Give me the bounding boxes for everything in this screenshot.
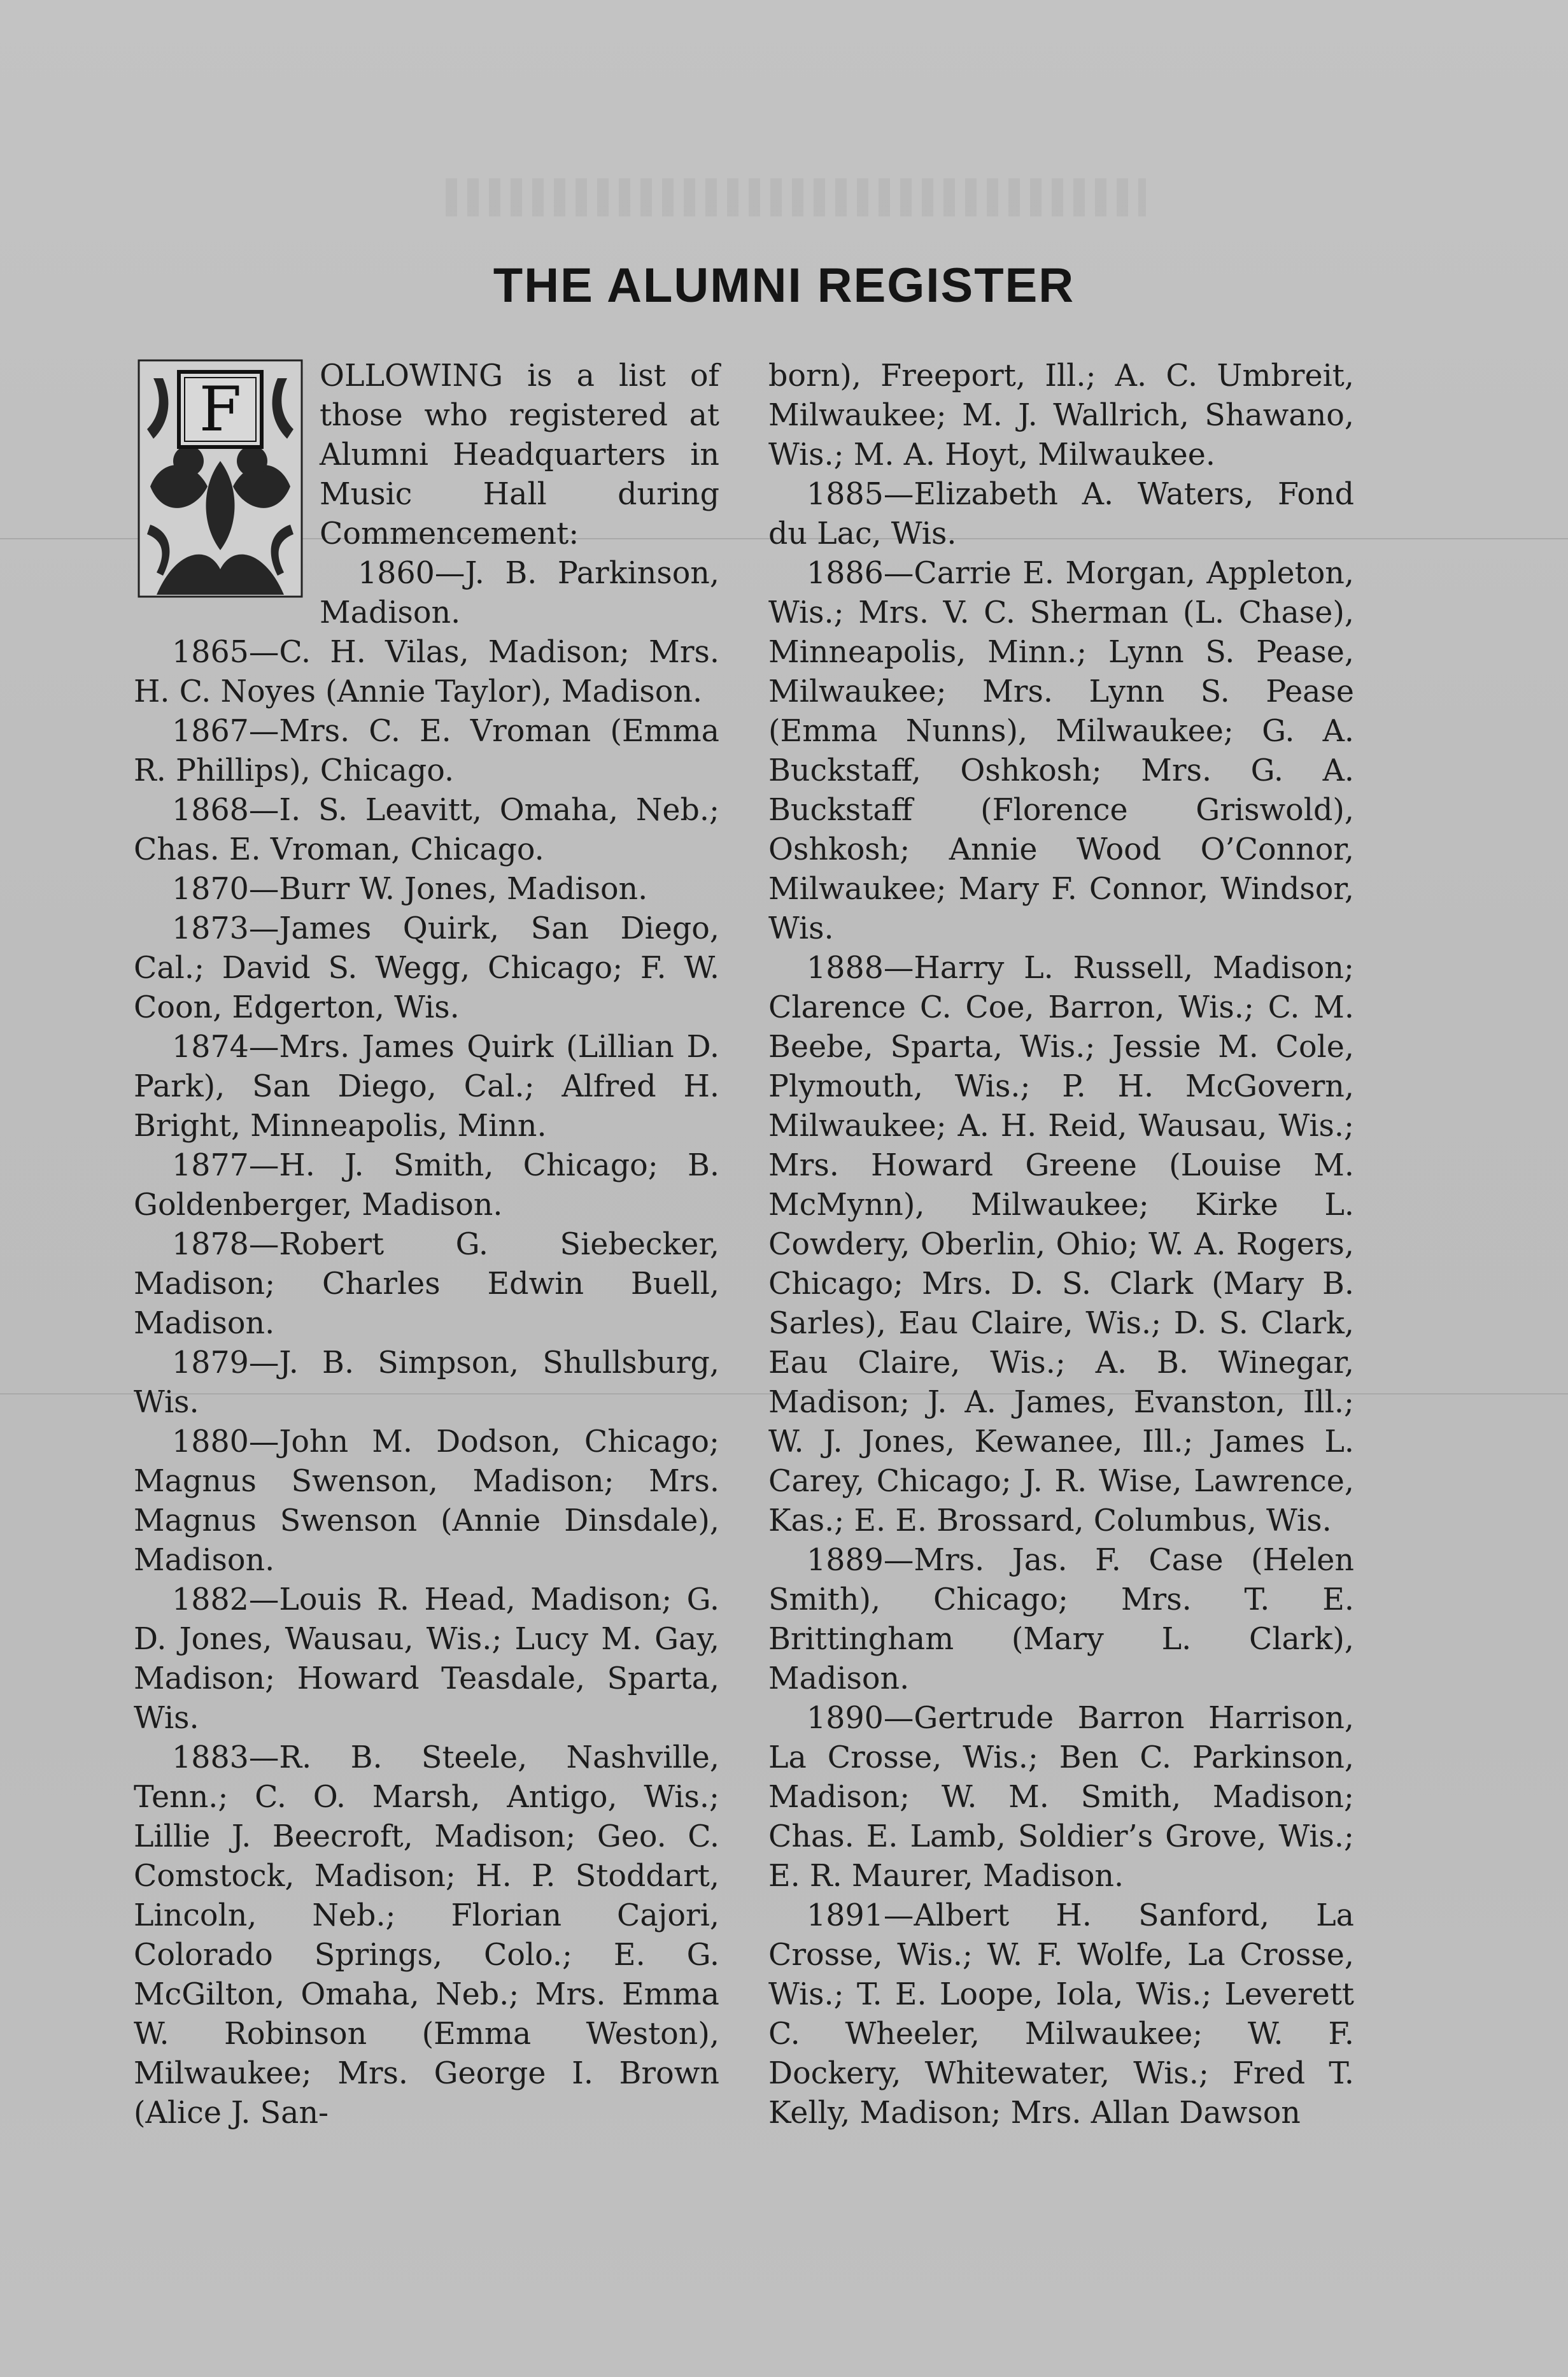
bleed-through-text <box>446 178 1146 216</box>
register-entry: 1867—Mrs. C. E. Vroman (Emma R. Phillips), Chicago. <box>134 714 719 788</box>
register-entry: 1886—Carrie E. Morgan, Appleton, Wis.; Mrs. V. C. Sherman (L. Chase), Minneapolis, Minn.; Lynn S. Pease, Milwaukee; Mrs. Lynn S. Pease (Emma Nunns), Milwaukee; G. A. Buckstaff, Oshkosh; Mrs. G. A. Buckstaff (Florence Griswold), Oshkosh; Annie Wood O’Connor, Milwaukee; Mary F. Connor, Windsor, Wis. <box>768 556 1354 946</box>
register-entry: 1883—R. B. Steele, Nashville, Tenn.; C. O. Marsh, Antigo, Wis.; Lillie J. Beecroft, Madison; Geo. C. Comstock, Madison; H. P. Stoddart, Lincoln, Neb.; Florian Cajori, Colorado Springs, Colo.; E. G. McGilton, Omaha, Neb.; Mrs. Emma W. Robinson (Emma Weston), Milwaukee; Mrs. George I. Brown (Alice J. San- <box>134 1740 719 2131</box>
page-title: THE ALUMNI REGISTER <box>493 259 1075 313</box>
register-entry: 1877—H. J. Smith, Chicago; B. Goldenberger, Madison. <box>134 1148 719 1223</box>
right-column <box>768 357 1354 2133</box>
register-entry: 1873—James Quirk, San Diego, Cal.; David S. Wegg, Chicago; F. W. Coon, Edgerton, Wis. <box>134 911 719 1025</box>
register-entry: 1889—Mrs. Jas. F. Case (Helen Smith), Chicago; Mrs. T. E. Brittingham (Mary L. Clark), Madison. <box>768 1543 1354 1696</box>
intro-paragraph: OLLOWING is a list of those who registered at Alumni Headquarters in Music Hall during Commencement: <box>320 358 719 551</box>
register-entry: 1878—Robert G. Siebecker, Madison; Charles Edwin Buell, Madison. <box>134 1227 719 1341</box>
register-entry: 1865—C. H. Vilas, Madison; Mrs. H. C. Noyes (Annie Taylor), Madison. <box>134 635 719 709</box>
register-entry: 1890—Gertrude Barron Harrison, La Crosse, Wis.; Ben C. Parkinson, Madison; W. M. Smith, Madison; Chas. E. Lamb, Soldier’s Grove, Wis.; E. R. Maurer, Madison. <box>768 1701 1354 1894</box>
register-entry: 1868—I. S. Leavitt, Omaha, Neb.; Chas. E. Vroman, Chicago. <box>134 793 719 867</box>
left-column <box>134 357 719 2133</box>
register-entry: 1860—J. B. Parkinson, Madison. <box>320 556 719 630</box>
dropcap-letter: F <box>199 374 242 445</box>
register-entry: 1891—Albert H. Sanford, La Crosse, Wis.; W. F. Wolfe, La Crosse, Wis.; T. E. Loope, Iola, Wis.; Leverett C. Wheeler, Milwaukee; W. F. Dockery, Whitewater, Wis.; Fred T. Kelly, Madison; Mrs. Allan Dawson <box>768 1898 1354 2131</box>
register-entry: 1882—Louis R. Head, Madison; G. D. Jones, Wausau, Wis.; Lucy M. Gay, Madison; Howard Teasdale, Sparta, Wis. <box>134 1582 719 1736</box>
floral-ornament-icon <box>138 359 303 598</box>
register-entry: 1888—Harry L. Russell, Madison; Clarence C. Coe, Barron, Wis.; C. M. Beebe, Sparta, Wis.; Jessie M. Cole, Plymouth, Wis.; P. H. McGovern, Milwaukee; A. H. Reid, Wausau, Wis.; Mrs. Howard Greene (Louise M. McMynn), Milwaukee; Kirke L. Cowdery, Oberlin, Ohio; W. A. Rogers, Chicago; Mrs. D. S. Clark (Mary B. Sarles), Eau Claire, Wis.; D. S. Clark, Eau Claire, Wis.; A. B. Winegar, Madison; J. A. James, Evanston, Ill.; W. J. Jones, Kewanee, Ill.; James L. Carey, Chicago; J. R. Wise, Lawrence, Kas.; E. E. Brossard, Columbus, Wis. <box>768 951 1354 1538</box>
ornamental-dropcap <box>138 359 303 598</box>
register-entry: 1874—Mrs. James Quirk (Lillian D. Park), San Diego, Cal.; Alfred H. Bright, Minneapolis, Minn. <box>134 1030 719 1144</box>
register-entry: 1880—John M. Dodson, Chicago; Magnus Swenson, Madison; Mrs. Magnus Swenson (Annie Dinsdale), Madison. <box>134 1424 719 1578</box>
register-entry: 1885—Elizabeth A. Waters, Fond du Lac, Wis. <box>768 477 1354 551</box>
register-entry-continued: born), Freeport, Ill.; A. C. Umbreit, Milwaukee; M. J. Wallrich, Shawano, Wis.; M. A. Hoyt, Milwaukee. <box>768 358 1354 472</box>
register-entry: 1870—Burr W. Jones, Madison. <box>172 872 648 907</box>
register-entry: 1879—J. B. Simpson, Shullsburg, Wis. <box>134 1345 719 1420</box>
